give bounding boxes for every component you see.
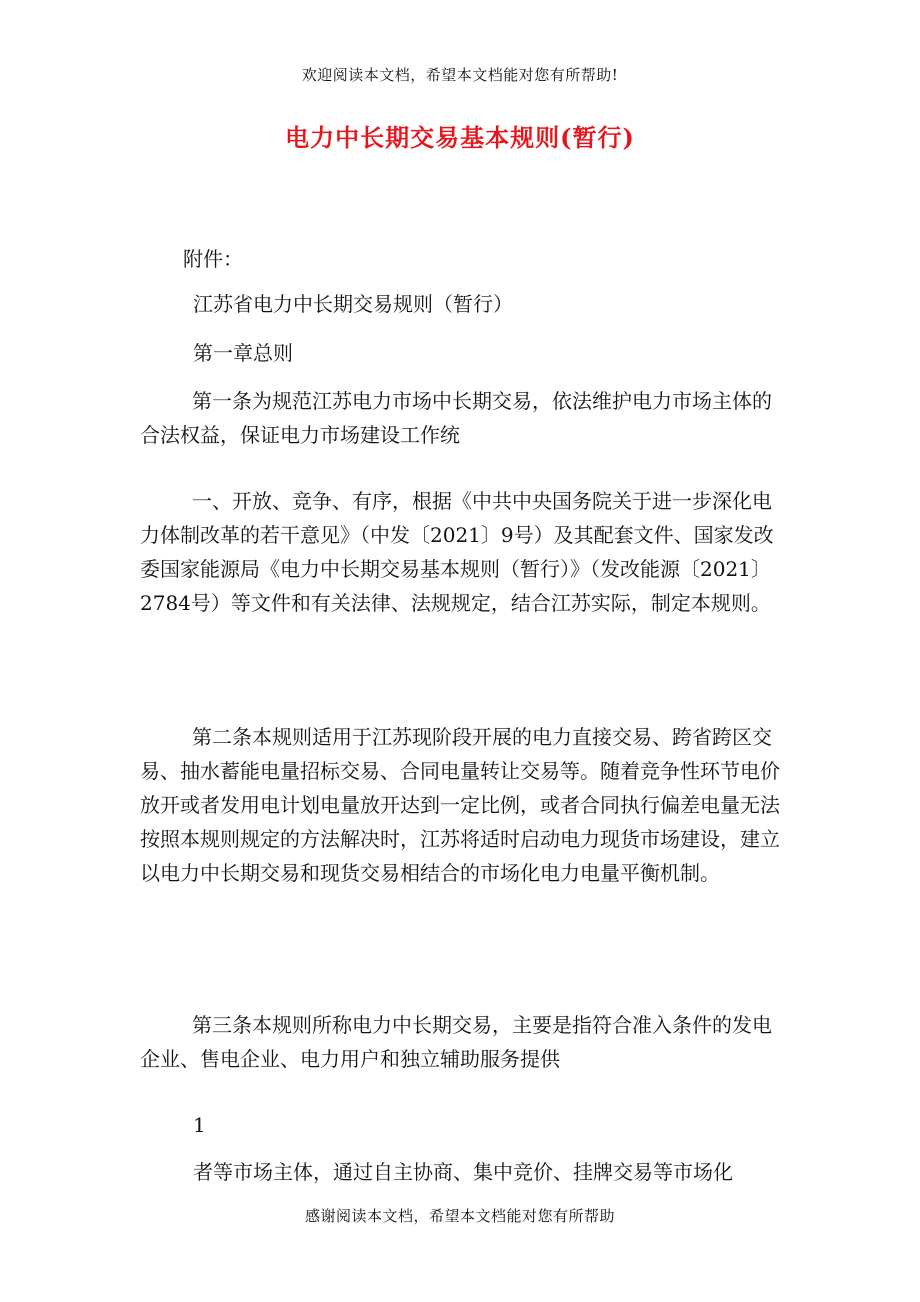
rules-subtitle: 江苏省电力中长期交易规则（暂行） (193, 292, 513, 316)
chapter-heading: 第一章总则 (193, 341, 293, 365)
document-title: 电力中长期交易基本规则(暂行) (285, 123, 635, 152)
article-1-continuation-paragraph: 一、开放、竞争、有序，根据《中共中央国务院关于进一步深化电力体制改革的若干意见》（中发〔2021〕9号）及其配套文件、国家发改委国家能源局《电力中长期交易基本规则（暂行）》（发改能源〔2021〕2784号）等文件和有关法律、法规规定，结合江苏实际，制定本规则。 (140, 489, 774, 615)
page-number: 1 (193, 1113, 206, 1137)
article-1-paragraph: 第一条为规范江苏电力市场中长期交易，依法维护电力市场主体的合法权益，保证电力市场建设工作统 (140, 389, 772, 447)
annex-label: 附件： (183, 247, 243, 271)
article-3-paragraph: 第三条本规则所称电力中长期交易，主要是指符合准入条件的发电企业、售电企业、电力用户和独立辅助服务提供 (140, 1013, 772, 1071)
header-note: 欢迎阅读本文档，希望本文档能对您有所帮助! (301, 66, 619, 84)
article-2-paragraph: 第二条本规则适用于江苏现阶段开展的电力直接交易、跨省跨区交易、抽水蓄能电量招标交易、合同电量转让交易等。随着竞争性环节电价放开或者发用电计划电量放开达到一定比例，或者合同执行偏差电量无法按照本规则规定的方法解决时，江苏将适时启动电力现货市场建设，建立以电力中长期交易和现货交易相结合的市场化电力电量平衡机制。 (140, 725, 780, 885)
continuation-paragraph: 者等市场主体，通过自主协商、集中竞价、挂牌交易等市场化 (193, 1160, 733, 1184)
footer-note: 感谢阅读本文档，希望本文档能对您有所帮助 (304, 1207, 615, 1225)
